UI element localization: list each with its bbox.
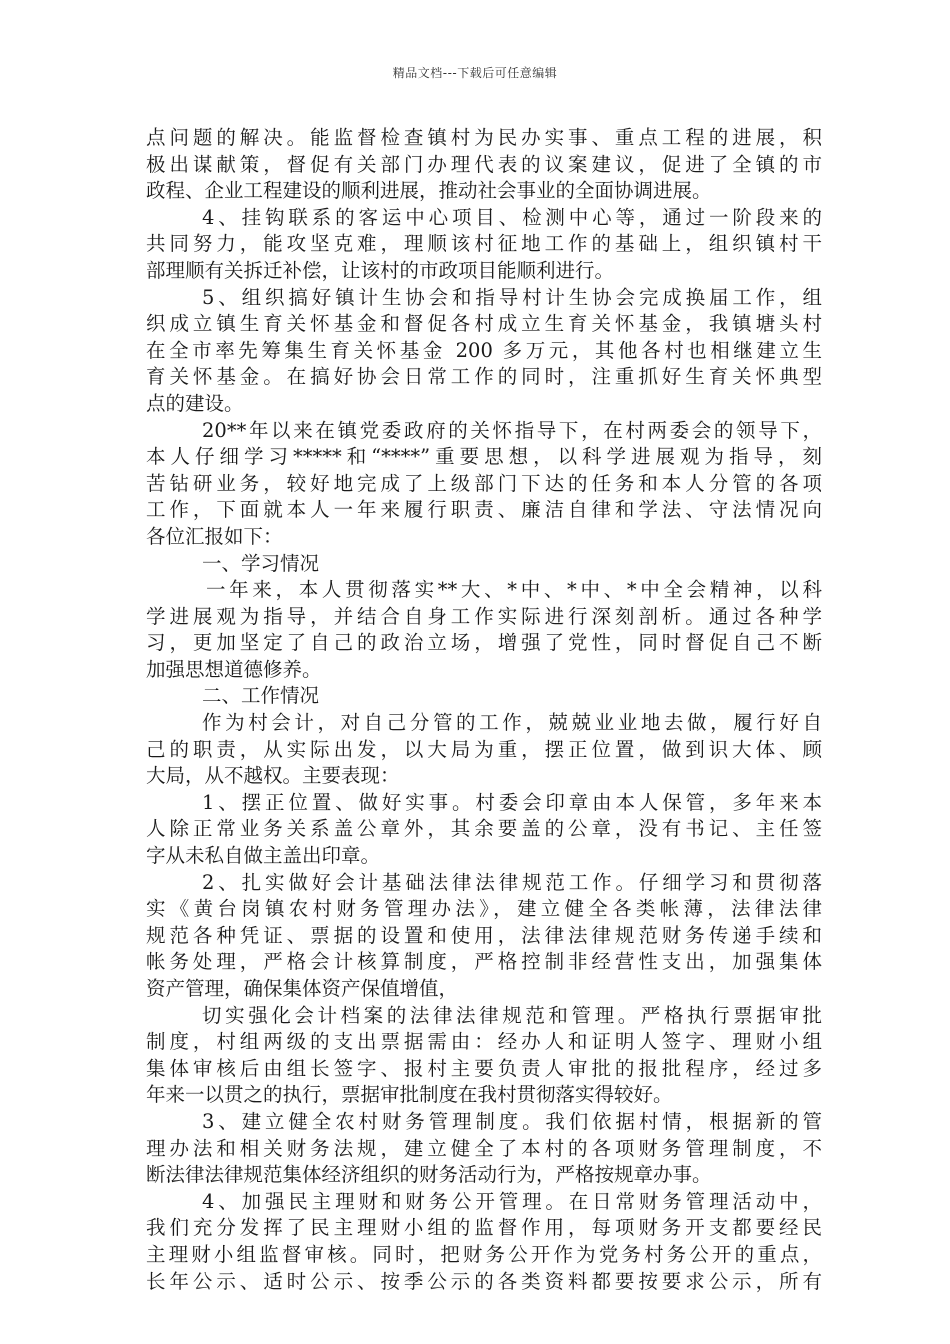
text-line: 5、组织搞好镇计生协会和指导村计生协会完成换届工作，组 <box>202 285 822 309</box>
text-line: 20**年以来在镇党委政府的关怀指导下，在村两委会的领导下， <box>202 418 822 442</box>
text-line: 苦钻研业务，较好地完成了上级部门下达的任务和本人分管的各项 <box>146 471 822 495</box>
text-line: 我们充分发挥了民主理财小组的监督作用，每项财务开支都要经民 <box>146 1216 822 1240</box>
text-line: 各位汇报如下： <box>146 524 283 548</box>
text-line: 政程、企业工程建设的顺利进展，推动社会事业的全面协调进展。 <box>146 179 712 203</box>
text-line: 一、学习情况 <box>202 551 320 575</box>
text-line: 规范各种凭证、票据的设置和使用，法律法律规范财务传递手续和 <box>146 923 822 947</box>
text-line: 二、工作情况 <box>202 684 320 708</box>
text-line: 4、加强民主理财和财务公开管理。在日常财务管理活动中， <box>202 1189 822 1213</box>
text-line: 工作，下面就本人一年来履行职责、廉洁自律和学法、守法情况向 <box>146 498 822 522</box>
text-line: 习，更加坚定了自己的政治立场，增强了党性，同时督促自己不断 <box>146 631 822 655</box>
text-line: 4、挂钩联系的客运中心项目、检测中心等，通过一阶段来的 <box>202 205 822 229</box>
text-line: 长年公示、适时公示、按季公示的各类资料都要按要求公示，所有 <box>146 1269 822 1293</box>
text-line: 制度，村组两级的支出票据需由：经办人和证明人签字、理财小组 <box>146 1030 822 1054</box>
text-line: 帐务处理，严格会计核算制度，严格控制非经营性支出，加强集体 <box>146 950 822 974</box>
text-line: 己的职责，从实际出发，以大局为重，摆正位置，做到识大体、顾 <box>146 737 822 761</box>
text-line: 育关怀基金。在搞好协会日常工作的同时，注重抓好生育关怀典型 <box>146 365 822 389</box>
text-line: 本人仔细学习*****和“****”重要思想，以科学进展观为指导，刻 <box>146 445 822 469</box>
text-line: 部理顺有关拆迁补偿，让该村的市政项目能顺利进行。 <box>146 258 615 282</box>
text-line: 极出谋献策，督促有关部门办理代表的议案建议，促进了全镇的市 <box>146 152 822 176</box>
text-line: 主理财小组监督审核。同时，把财务公开作为党务村务公开的重点， <box>146 1242 822 1266</box>
text-line: 加强思想道德修养。 <box>146 657 322 681</box>
text-line: 实《黄台岗镇农村财务管理办法》，建立健全各类帐薄，法律法律 <box>146 897 822 921</box>
text-line: 切实强化会计档案的法律法律规范和管理。严格执行票据审批 <box>202 1003 822 1027</box>
text-line: 2、扎实做好会计基础法律法律规范工作。仔细学习和贯彻落 <box>202 870 822 894</box>
text-line: 1、摆正位置、做好实事。村委会印章由本人保管，多年来本 <box>202 790 822 814</box>
text-line: 断法律法律规范集体经济组织的财务活动行为，严格按规章办事。 <box>146 1163 712 1187</box>
text-line: 点的建设。 <box>146 391 244 415</box>
text-line: 点问题的解决。能监督检查镇村为民办实事、重点工程的进展，积 <box>146 126 822 149</box>
text-line: 集体审核后由组长签字、报村主要负责人审批的报批程序，经过多 <box>146 1056 822 1080</box>
text-line: 学进展观为指导，并结合自身工作实际进行深刻剖析。通过各种学 <box>146 604 822 628</box>
text-line: 大局，从不越权。主要表现： <box>146 764 400 788</box>
page-header: 精品文档---下载后可任意编辑 <box>392 66 558 80</box>
text-line: 年来一以贯之的执行，票据审批制度在我村贯彻落实得较好。 <box>146 1083 673 1107</box>
document-body <box>146 125 822 1295</box>
text-line: 3、建立健全农村财务管理制度。我们依据村情，根据新的管 <box>202 1109 822 1133</box>
text-line: 人除正常业务关系盖公章外，其余要盖的公章，没有书记、主任签 <box>146 817 822 841</box>
text-line: 在全市率先筹集生育关怀基金 200 多万元，其他各村也相继建立生 <box>146 338 822 362</box>
text-line: 共同努力，能攻坚克难，理顺该村征地工作的基础上，组织镇村干 <box>146 232 822 256</box>
text-line: 字从未私自做主盖出印章。 <box>146 844 381 868</box>
text-line: 资产管理，确保集体资产保值增值， <box>146 977 459 1000</box>
text-line: 织成立镇生育关怀基金和督促各村成立生育关怀基金，我镇塘头村 <box>146 312 822 336</box>
text-line: 一年来，本人贯彻落实**大、*中、*中、*中全会精神，以科 <box>206 578 822 602</box>
text-line: 作为村会计，对自己分管的工作，兢兢业业地去做，履行好自 <box>202 711 822 735</box>
text-line: 理办法和相关财务法规，建立健全了本村的各项财务管理制度，不 <box>146 1136 822 1160</box>
